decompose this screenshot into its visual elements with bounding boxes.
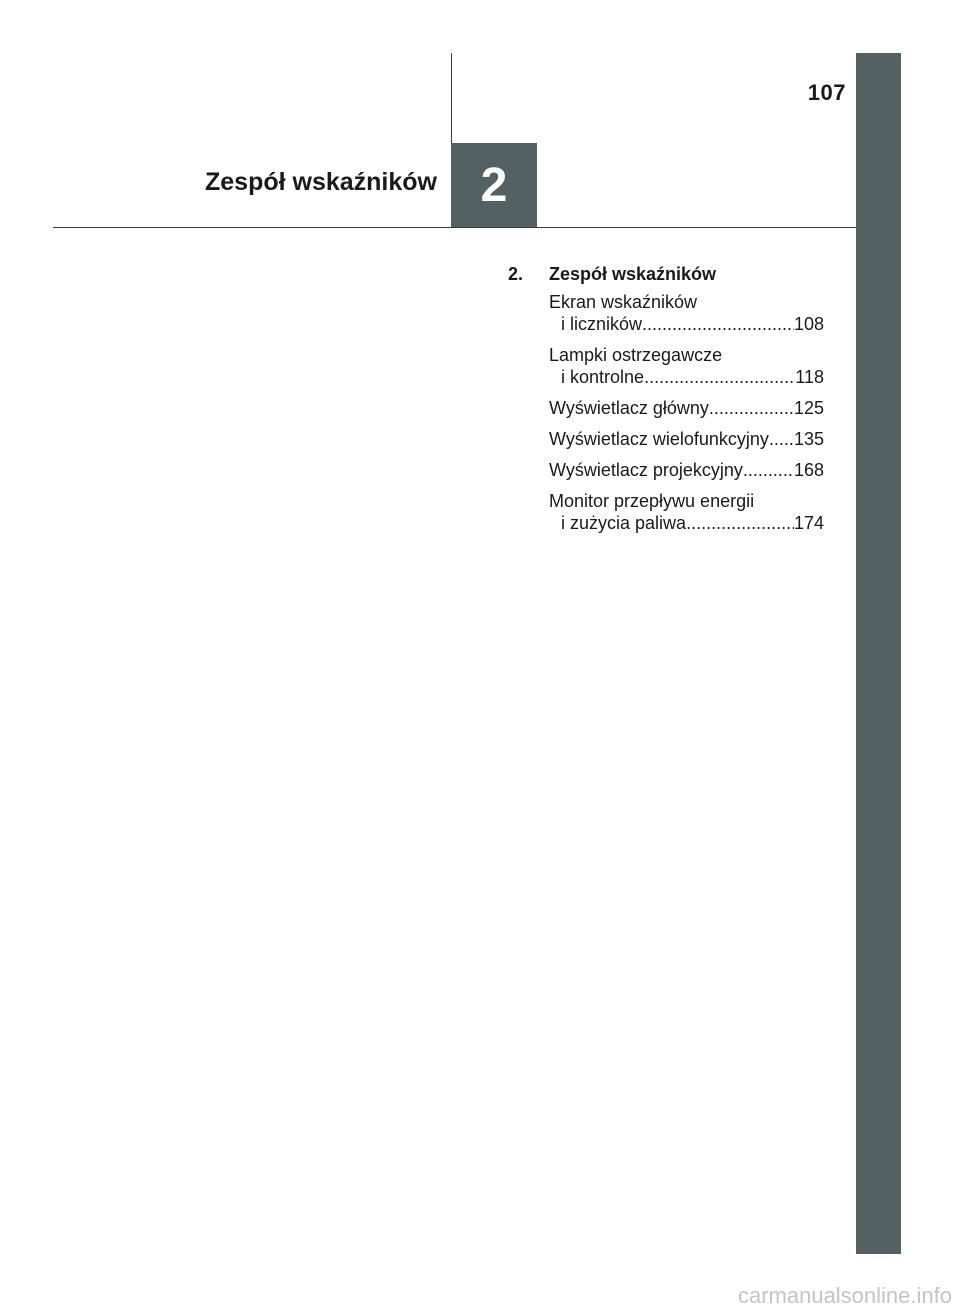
toc-entry-page: 174	[793, 513, 824, 533]
toc-entry-title: Wyświetlacz wielofunkcyjny	[549, 429, 769, 449]
chapter-title: Zespół wskaźników	[204, 168, 437, 196]
toc-leader-dots	[769, 428, 794, 450]
chapter-number: 2	[480, 158, 508, 212]
toc-entry-page: 125	[793, 398, 824, 418]
toc-leader-dots	[743, 459, 794, 481]
toc-entry-title: Wyświetlacz główny	[549, 398, 709, 418]
toc-entry-title-continued: i kontrolne	[561, 367, 645, 387]
toc-leader-dots	[686, 512, 794, 534]
toc-entry-title: Monitor przepływu energii	[549, 491, 755, 511]
toc-entry-page: 135	[793, 429, 824, 449]
header-divider-horizontal	[53, 227, 856, 228]
toc-section-number: 2.	[508, 264, 524, 284]
toc-entry[interactable]	[549, 291, 824, 335]
toc-entry[interactable]	[549, 428, 824, 450]
toc-entry[interactable]	[549, 344, 824, 388]
header-divider-vertical	[451, 53, 452, 143]
toc-entry-page: 168	[793, 460, 824, 480]
toc-leader-dots	[644, 366, 795, 388]
table-of-contents	[508, 264, 824, 543]
toc-entry-title-continued: i liczników	[561, 314, 643, 334]
toc-entry-title-continued: i zużycia paliwa	[561, 513, 687, 533]
toc-entry-title: Wyświetlacz projekcyjny	[549, 460, 743, 480]
toc-leader-dots	[642, 313, 794, 335]
chapter-number-box	[451, 143, 537, 227]
toc-entry[interactable]	[549, 397, 824, 419]
page-number: 107	[807, 80, 846, 105]
toc-entry[interactable]	[549, 459, 824, 481]
footer-watermark: carmanualsonline.info	[737, 1283, 952, 1308]
toc-entry-title: Lampki ostrzegawcze	[549, 345, 723, 365]
toc-entry-page: 118	[795, 367, 824, 387]
side-chapter-tab	[856, 53, 901, 1254]
toc-leader-dots	[709, 397, 794, 419]
toc-section-heading	[508, 264, 824, 285]
toc-section-title: Zespół wskaźników	[549, 264, 717, 284]
toc-entry-title: Ekran wskaźników	[549, 292, 698, 312]
toc-entry[interactable]	[549, 490, 824, 534]
toc-entry-page: 108	[793, 314, 824, 334]
